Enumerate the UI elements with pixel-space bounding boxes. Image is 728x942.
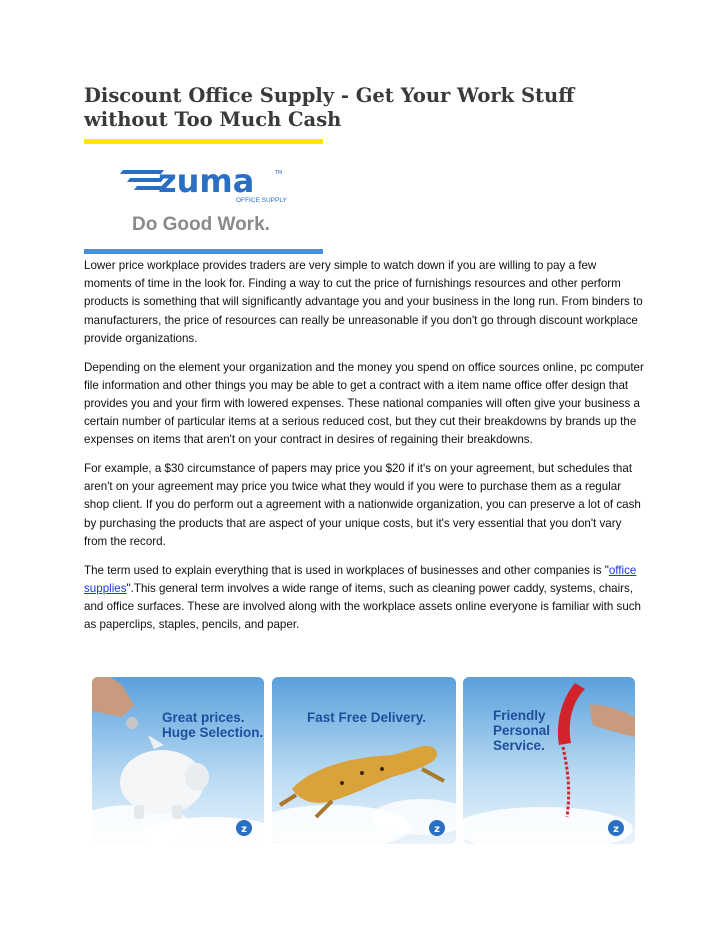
paragraph-2: Depending on the element your organization and the money you spend on office sources online, pc computer file information and other things you may be able to get a contract with a item name office offer design that provides you and your firm with lowered expenses. These national companies will often give your business a certain number of particular items at a serious reduced cost, but they cut their breakdowns by brands up the expenses on items that aren't on your contract in desires of regaining their breakdowns.	[84, 360, 644, 447]
logo-tagline: Do Good Work.	[132, 214, 270, 235]
banner-caption: Friendly Personal Service.	[493, 708, 551, 753]
logo-brand: zuma	[158, 162, 255, 200]
paragraph-1: Lower price workplace provides traders are very simple to watch down if you are willing to pay a few moments of time in the look for. Finding a way to cut the price of furnishings resources and other perform products is something that will significantly advantage you and your business in the long run. From binders to manufacturers, the price of resources can really be unreasonable if you don't go through discount workplace provide organizations.	[84, 259, 643, 345]
title-underline	[84, 139, 323, 144]
svg-text:z: z	[241, 824, 247, 835]
logo-subtitle: OFFICE SUPPLY	[236, 197, 287, 204]
banner-great-prices[interactable]	[92, 677, 264, 844]
banner-fast-delivery[interactable]	[272, 677, 456, 844]
zuma-badge-icon	[236, 820, 252, 836]
svg-text:z: z	[613, 824, 619, 835]
paragraph-3: For example, a $30 circumstance of papers may price you $20 if it's on your agreement, but schedules that aren't on your agreement may price you twice what they would if you were to purchase them as a regular shop client. If you do perform out a agreement with a nationwide organization, you can preserve a lot of cash by purchasing the products that are aspect of your unique costs, but it's very essential that you don't vary from the record.	[84, 462, 641, 548]
banner-caption: Fast Free Delivery.	[307, 710, 427, 725]
zuma-badge-icon	[608, 820, 624, 836]
logo-underline	[84, 249, 323, 254]
page-title: Discount Office Supply - Get Your Work Stuff without Too Much Cash	[84, 84, 575, 131]
office-supplies-link[interactable]: office supplies	[84, 563, 637, 595]
paragraph-4: The term used to explain everything that is used in workplaces of businesses and other companies is "office supplies".This general term involves a wide range of items, such as cleaning power caddy, systems, chairs, and office surfaces. These are involved along with the workplace assets online everyone is familiar with such as paperclips, staples, pencils, and paper.	[84, 563, 642, 632]
banner-caption: Great prices. Huge Selection.	[162, 710, 264, 740]
zuma-badge-icon	[429, 820, 445, 836]
zuma-logo	[120, 158, 290, 238]
logo-trademark: TM	[275, 170, 283, 176]
article-body	[84, 257, 646, 645]
banner-friendly-service[interactable]	[463, 677, 635, 844]
svg-text:z: z	[434, 824, 440, 835]
